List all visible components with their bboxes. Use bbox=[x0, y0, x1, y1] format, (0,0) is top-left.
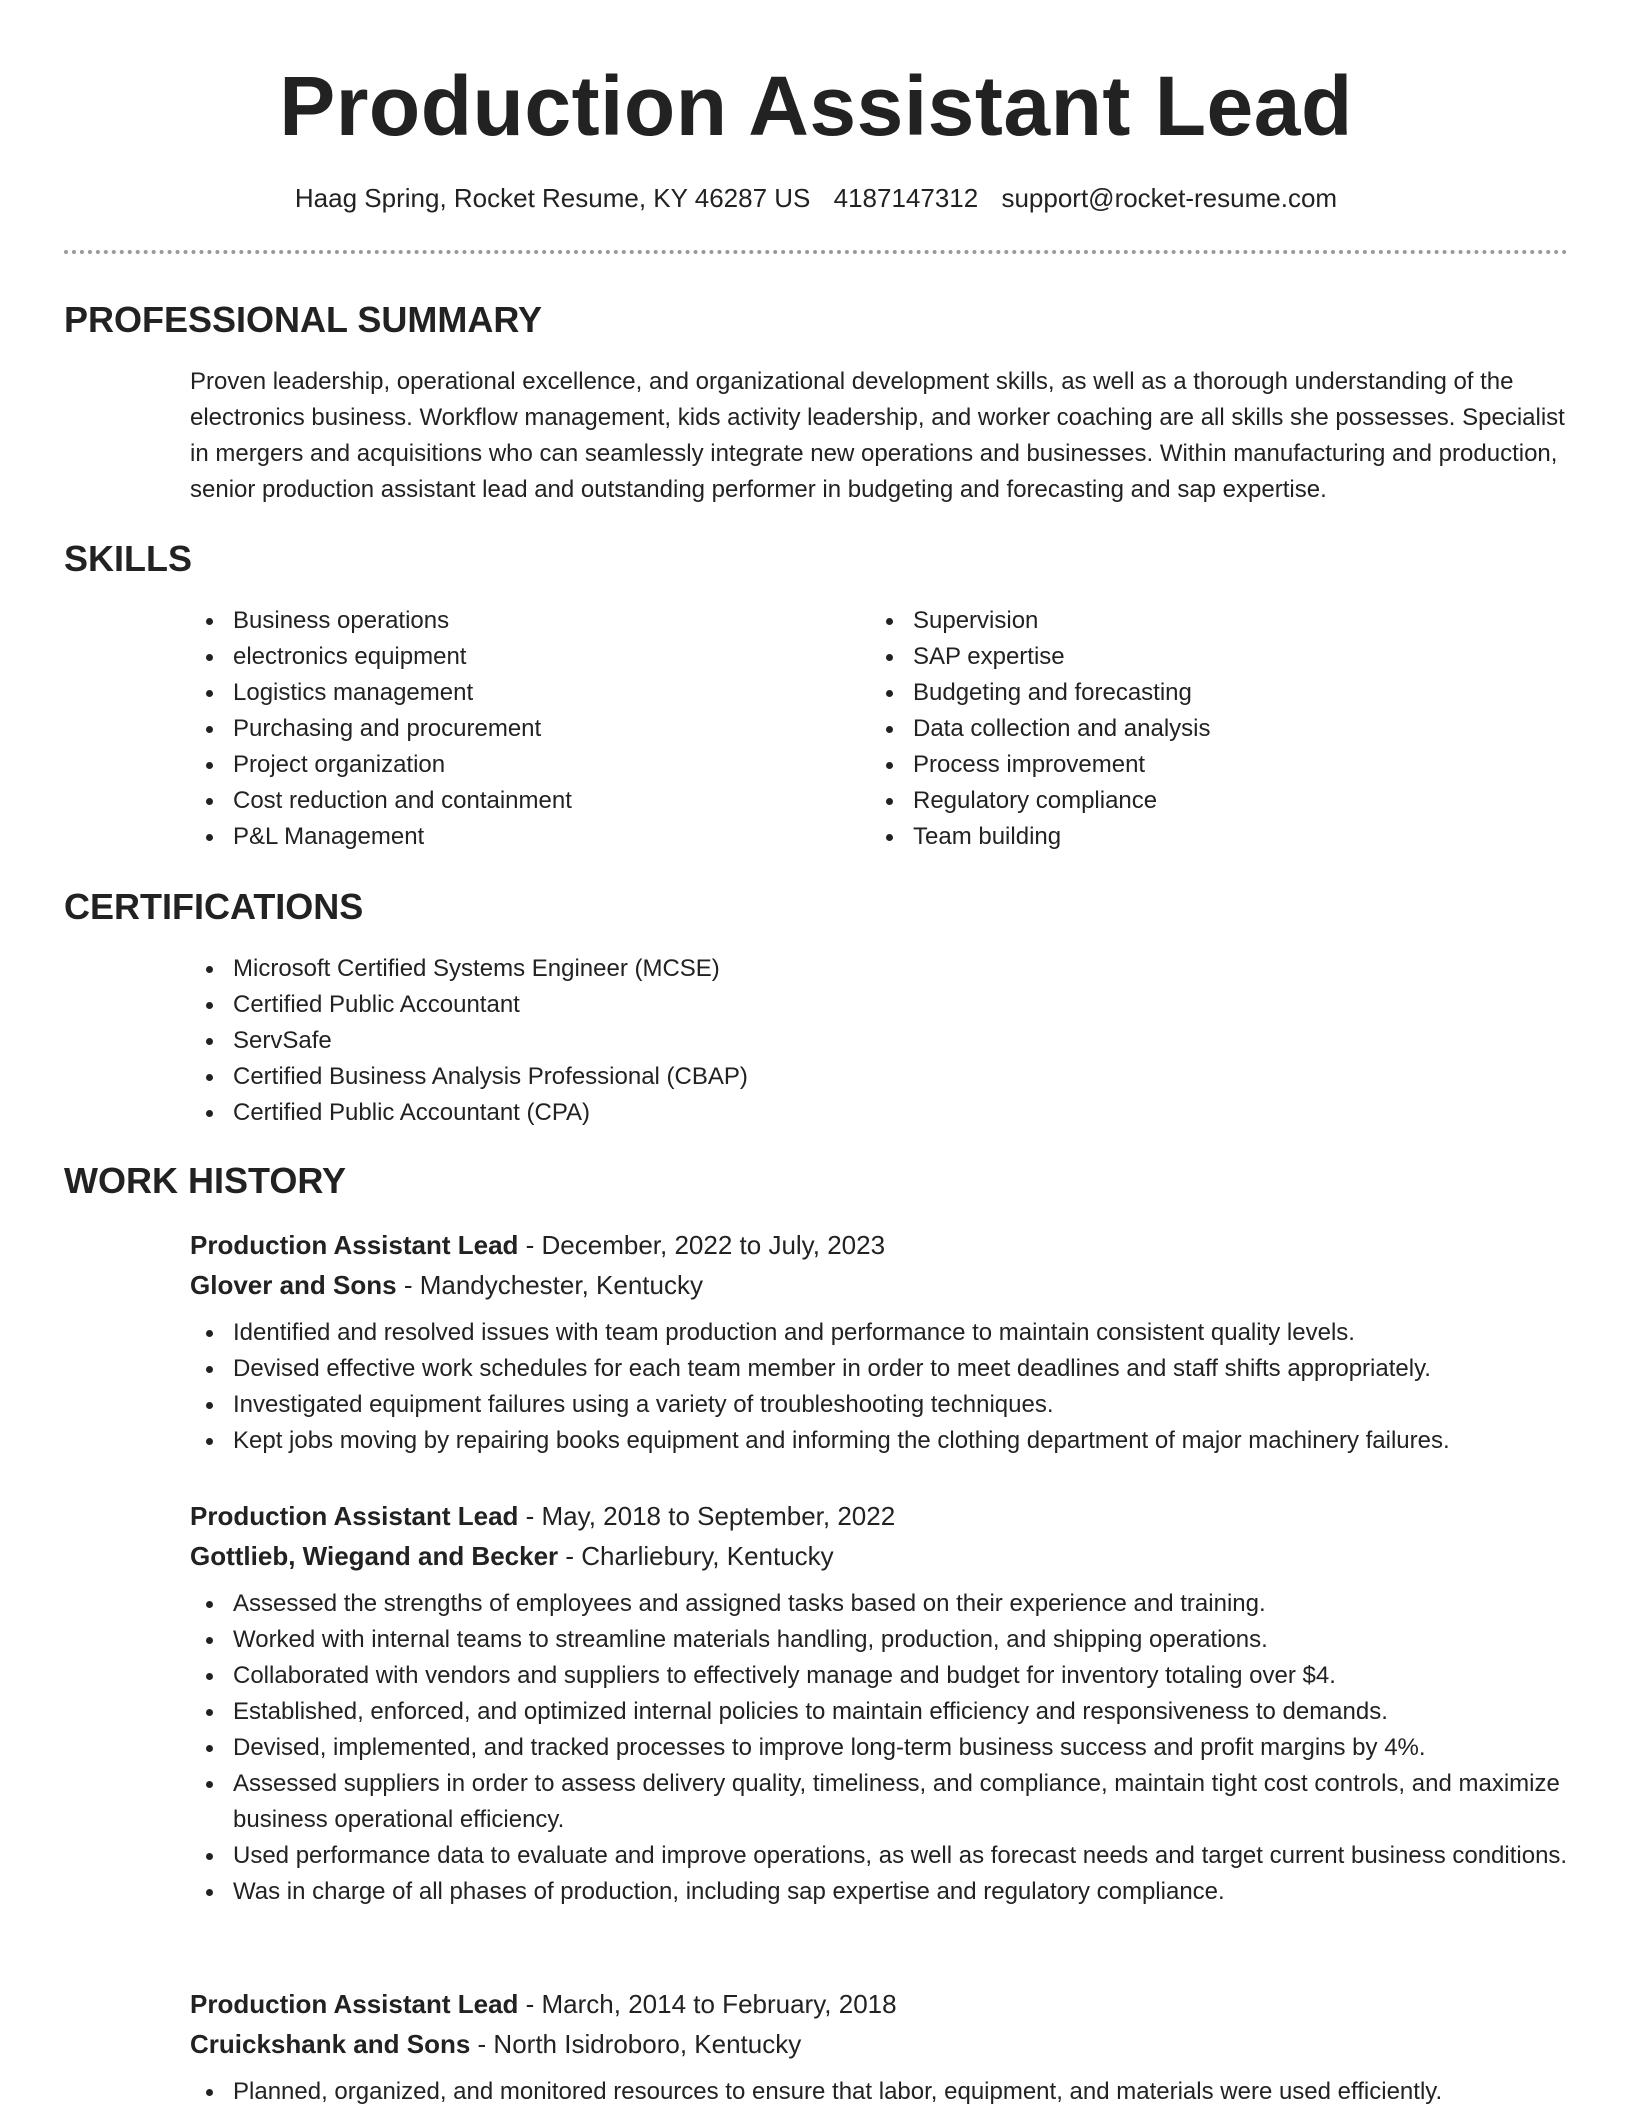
skill-item: electronics equipment bbox=[190, 639, 850, 675]
certification-item: Microsoft Certified Systems Engineer (MCSE) bbox=[190, 951, 1570, 987]
job-bullet: Planned, organized, and monitored resources to ensure that labor, equipment, and materials were used efficiently. bbox=[190, 2074, 1570, 2110]
job-title-line bbox=[190, 1496, 1570, 1536]
job-title: Production Assistant Lead bbox=[190, 1501, 519, 1531]
skill-item: Regulatory compliance bbox=[870, 783, 1530, 819]
job-location: - Charliebury, Kentucky bbox=[558, 1541, 834, 1571]
job-company-line bbox=[190, 1265, 1570, 1305]
certifications-list bbox=[190, 951, 1570, 1131]
job-dates: - December, 2022 to July, 2023 bbox=[518, 1230, 886, 1260]
contact-phone: 4187147312 bbox=[833, 183, 979, 213]
candidate-name: Production Assistant Lead bbox=[279, 59, 1353, 153]
certification-item: Certified Business Analysis Professional (CBAP) bbox=[190, 1059, 1570, 1095]
job-bullet: Devised effective work schedules for each team member in order to meet deadlines and staff shifts appropriately. bbox=[190, 1351, 1570, 1387]
skill-item: P&L Management bbox=[190, 819, 850, 855]
skill-item: Team building bbox=[870, 819, 1530, 855]
job-company-line bbox=[190, 2024, 1570, 2064]
skill-item: Business operations bbox=[190, 603, 850, 639]
skill-item: Budgeting and forecasting bbox=[870, 675, 1530, 711]
job-location: - North Isidroboro, Kentucky bbox=[470, 2029, 802, 2059]
skills-list-left bbox=[190, 603, 850, 855]
job-dates: - May, 2018 to September, 2022 bbox=[518, 1501, 896, 1531]
job-entry bbox=[190, 1984, 1570, 2110]
skill-item: SAP expertise bbox=[870, 639, 1530, 675]
skills-list-right bbox=[870, 603, 1530, 855]
job-location: - Mandychester, Kentucky bbox=[396, 1270, 703, 1300]
certification-item: Certified Public Accountant (CPA) bbox=[190, 1095, 1570, 1131]
job-entry bbox=[190, 1496, 1570, 1910]
skill-item: Supervision bbox=[870, 603, 1530, 639]
section-title-work-history: WORK HISTORY bbox=[64, 1160, 347, 1201]
job-bullets bbox=[190, 2074, 1570, 2110]
job-title-line bbox=[190, 1225, 1570, 1265]
contact-line bbox=[0, 180, 1632, 216]
job-bullet: Assessed the strengths of employees and assigned tasks based on their experience and training. bbox=[190, 1586, 1570, 1622]
section-title-skills: SKILLS bbox=[64, 538, 193, 579]
job-title: Production Assistant Lead bbox=[190, 1230, 519, 1260]
job-company: Gottlieb, Wiegand and Becker bbox=[190, 1541, 559, 1571]
job-bullet: Worked with internal teams to streamline materials handling, production, and shipping operations. bbox=[190, 1622, 1570, 1658]
job-bullets bbox=[190, 1315, 1570, 1459]
section-title-certifications: CERTIFICATIONS bbox=[64, 886, 364, 927]
skill-item: Logistics management bbox=[190, 675, 850, 711]
header-divider bbox=[64, 250, 1568, 254]
certification-item: Certified Public Accountant bbox=[190, 987, 1570, 1023]
contact-address: Haag Spring, Rocket Resume, KY 46287 US bbox=[294, 183, 811, 213]
certification-item: ServSafe bbox=[190, 1023, 1570, 1059]
section-title-summary: PROFESSIONAL SUMMARY bbox=[64, 299, 543, 340]
job-bullet: Devised, implemented, and tracked processes to improve long-term business success and profit margins by 4%. bbox=[190, 1730, 1570, 1766]
job-bullets bbox=[190, 1586, 1570, 1910]
job-bullet: Identified and resolved issues with team production and performance to maintain consistent quality levels. bbox=[190, 1315, 1570, 1351]
skill-item: Data collection and analysis bbox=[870, 711, 1530, 747]
job-bullet: Used performance data to evaluate and improve operations, as well as forecast needs and target current business conditions. bbox=[190, 1838, 1570, 1874]
job-company: Glover and Sons bbox=[190, 1270, 397, 1300]
job-bullet: Collaborated with vendors and suppliers to effectively manage and budget for inventory totaling over $4. bbox=[190, 1658, 1570, 1694]
job-bullet: Investigated equipment failures using a variety of troubleshooting techniques. bbox=[190, 1387, 1570, 1423]
job-company-line bbox=[190, 1536, 1570, 1576]
job-title: Production Assistant Lead bbox=[190, 1989, 519, 2019]
skill-item: Process improvement bbox=[870, 747, 1530, 783]
contact-email: support@rocket-resume.com bbox=[1001, 183, 1338, 213]
job-bullet: Established, enforced, and optimized internal policies to maintain efficiency and responsiveness to demands. bbox=[190, 1694, 1570, 1730]
job-title-line bbox=[190, 1984, 1570, 2024]
skill-item: Purchasing and procurement bbox=[190, 711, 850, 747]
job-dates: - March, 2014 to February, 2018 bbox=[518, 1989, 897, 2019]
job-bullet: Was in charge of all phases of production, including sap expertise and regulatory compliance. bbox=[190, 1874, 1570, 1910]
job-bullet: Kept jobs moving by repairing books equipment and informing the clothing department of major machinery failures. bbox=[190, 1423, 1570, 1459]
job-bullet: Assessed suppliers in order to assess delivery quality, timeliness, and compliance, maintain tight cost controls, and maximize business operational efficiency. bbox=[190, 1766, 1570, 1838]
skill-item: Cost reduction and containment bbox=[190, 783, 850, 819]
job-entry bbox=[190, 1225, 1570, 1459]
skill-item: Project organization bbox=[190, 747, 850, 783]
summary-text: Proven leadership, operational excellence, and organizational development skills, as well as a thorough understanding of the electronics business. Workflow management, kids activity leadership, and worker coaching are all skills she possesses. Specialist in mergers and acquisitions who can seamlessly integrate new operations and businesses. Within manufacturing and production, senior production assistant lead and outstanding performer in budgeting and forecasting and sap expertise. bbox=[190, 368, 1565, 503]
job-company: Cruickshank and Sons bbox=[190, 2029, 471, 2059]
